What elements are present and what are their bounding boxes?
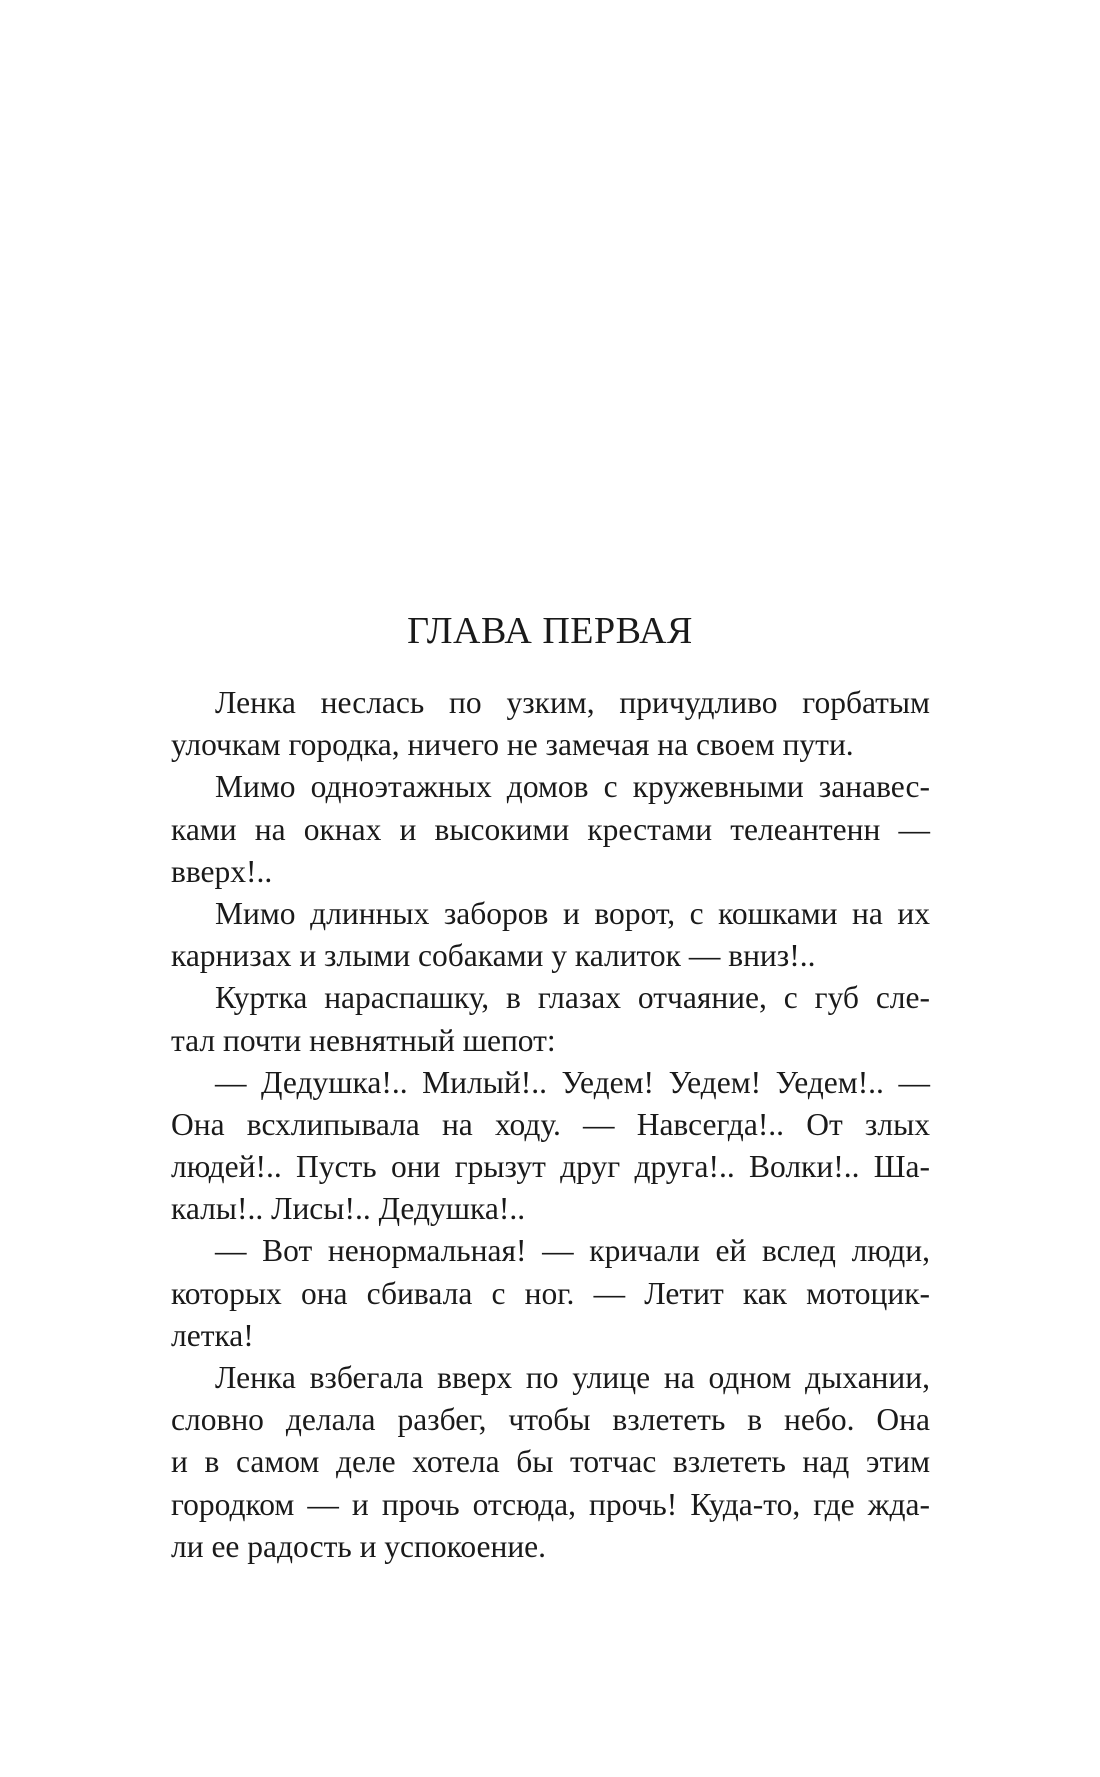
- paragraph: [127, 1357, 930, 1568]
- text-line: — Дедушка!.. Милый!.. Уедем! Уедем! Уедем!.. —: [215, 1064, 930, 1100]
- text-line: которых она сбивала с ног. — Летит как мотоцик-: [171, 1275, 930, 1311]
- text-line: Ленка неслась по узким, причудливо горбатым: [215, 685, 930, 720]
- chapter-title: ГЛАВА ПЕРВАЯ: [407, 610, 693, 652]
- text-line: карнизах и злыми собаками у калиток — вниз!..: [171, 938, 816, 974]
- text-line: ли ее радость и успокоение.: [171, 1528, 547, 1564]
- text-line: — Вот ненормальная! — кричали ей вслед люди,: [215, 1233, 930, 1269]
- text-line: Мимо длинных заборов и ворот, с кошками на их: [215, 895, 930, 931]
- text-line: Куртка нараспашку, в глазах отчаяние, с губ сле-: [215, 980, 930, 1016]
- text-line: вверх!..: [171, 853, 273, 889]
- text-line: городком — и прочь отсюда, прочь! Куда-то, где жда-: [171, 1486, 930, 1522]
- text-line: Она всхлипывала на ходу. — Навсегда!.. От злых: [171, 1106, 930, 1142]
- text-line: словно делала разбег, чтобы взлететь в небо. Она: [171, 1402, 930, 1438]
- text-line: Мимо одноэтажных домов с кружевными занавес-: [215, 769, 930, 805]
- paragraph: [127, 893, 930, 977]
- text-line: и в самом деле хотела бы тотчас взлететь над этим: [171, 1444, 930, 1480]
- text-line: калы!.. Лисы!.. Дедушка!..: [171, 1191, 526, 1227]
- paragraph: [127, 766, 930, 893]
- text-line: Ленка взбегала вверх по улице на одном дыхании,: [215, 1360, 930, 1395]
- paragraph: [127, 1062, 930, 1231]
- text-line: ками на окнах и высокими крестами телеантенн —: [171, 811, 930, 847]
- paragraph: [127, 977, 930, 1061]
- paragraph: [127, 682, 930, 766]
- text-line: улочкам городка, ничего не замечая на своем пути.: [171, 727, 854, 763]
- text-line: людей!.. Пусть они грызут друг друга!.. Волки!.. Ша-: [171, 1149, 930, 1185]
- paragraph: [127, 1230, 930, 1357]
- text-line: тал почти невнятный шепот:: [171, 1022, 556, 1058]
- chapter-body: [127, 682, 930, 1568]
- text-line: летка!: [171, 1317, 254, 1353]
